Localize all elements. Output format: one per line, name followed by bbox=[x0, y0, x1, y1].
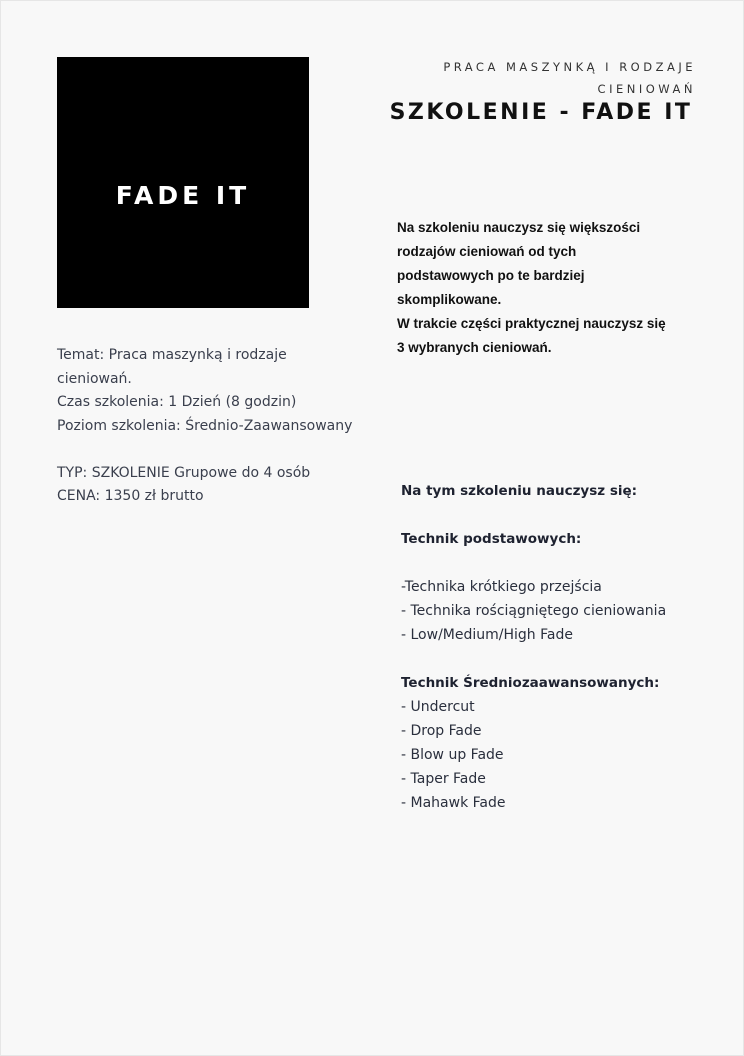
subtitle-line: CIENIOWAŃ bbox=[597, 82, 696, 96]
list-item: - Technika rościągniętego cieniowania bbox=[401, 603, 667, 619]
training-info bbox=[57, 344, 367, 509]
list-item: - Mahawk Fade bbox=[401, 795, 506, 811]
curriculum-heading: Na tym szkoleniu nauczysz się: bbox=[401, 483, 638, 499]
price-text: CENA: 1350 zł brutto bbox=[57, 488, 204, 504]
list-item: - Drop Fade bbox=[401, 723, 482, 739]
list-item: - Undercut bbox=[401, 699, 475, 715]
list-item: - Low/Medium/High Fade bbox=[401, 627, 573, 643]
list-item: - Taper Fade bbox=[401, 771, 486, 787]
intro-line: rodzajów cieniowań od tych bbox=[397, 244, 577, 259]
topic-line: Temat: Praca maszynką i rodzaje bbox=[57, 347, 287, 363]
logo bbox=[57, 57, 309, 308]
list-item: -Technika krótkiego przejścia bbox=[401, 579, 602, 595]
level-text: Poziom szkolenia: Średnio-Zaawansowany bbox=[57, 417, 353, 434]
advanced-list bbox=[401, 695, 721, 815]
curriculum bbox=[401, 479, 721, 815]
subtitle-line: PRACA MASZYNKĄ I RODZAJE bbox=[443, 60, 696, 74]
topic-line: cieniowań. bbox=[57, 370, 132, 387]
intro-line: skomplikowane. bbox=[397, 292, 502, 307]
basic-heading: Technik podstawowych: bbox=[401, 531, 582, 547]
spacer bbox=[401, 503, 721, 527]
advanced-heading: Technik Średniozaawansowanych: bbox=[401, 675, 660, 691]
intro-line: podstawowych po te bardziej bbox=[397, 268, 585, 283]
spacer bbox=[401, 647, 721, 671]
page-subtitle bbox=[396, 56, 696, 100]
logo-text: FADE IT bbox=[115, 181, 251, 210]
list-item: - Blow up Fade bbox=[401, 747, 504, 763]
intro-line: W trakcie części praktycznej nauczysz się bbox=[397, 316, 666, 331]
page-title: SZKOLENIE - FADE IT bbox=[389, 100, 693, 125]
type-text: TYP: SZKOLENIE Grupowe do 4 osób bbox=[57, 464, 311, 481]
basic-list bbox=[401, 575, 721, 647]
spacer bbox=[57, 438, 367, 462]
intro-line: 3 wybranych cieniowań. bbox=[397, 340, 552, 355]
duration-text: Czas szkolenia: 1 Dzień (8 godzin) bbox=[57, 394, 297, 410]
intro-line: Na szkoleniu nauczysz się większości bbox=[397, 220, 641, 235]
spacer bbox=[401, 551, 721, 575]
intro-paragraph bbox=[397, 216, 707, 360]
